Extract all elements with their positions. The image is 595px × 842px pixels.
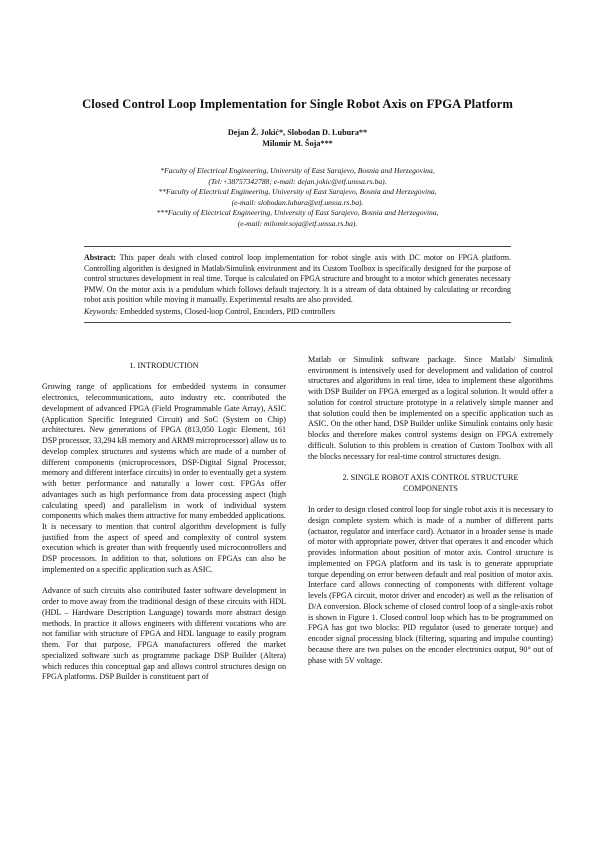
affiliation-line: ***Faculty of Electrical Engineering, University of East Sarajevo, Bosnia and Herzegovina,: [156, 208, 439, 218]
section-2-heading-line-1: 2. SINGLE ROBOT AXIS CONTROL STRUCTURE: [342, 473, 519, 483]
abstract-label: Abstract:: [84, 253, 116, 262]
keywords-paragraph: [84, 307, 511, 318]
paper-title: Closed Control Loop Implementation for Single Robot Axis on FPGA Platform: [82, 97, 513, 111]
affiliation-line: (e-mail: slobodan.lubura@etf.unssa.rs.ba).: [231, 197, 364, 207]
keywords-label: Keywords:: [84, 306, 118, 316]
authors-line-1: Dejan Ž. Jokić*, Slobodan D. Lubura**: [227, 128, 368, 137]
affiliation-line: (e-mail: milomir.soja@etf.unssa.rs.ba).: [237, 218, 358, 228]
keywords-text: Embedded systems, Closed-loop Control, Encoders, PID controllers: [119, 306, 335, 316]
authors-line-2: Milomir M. Šoja***: [262, 139, 333, 148]
author-list: [40, 127, 555, 149]
abstract-text: This paper deals with closed control loop implementation for robot single axis with DC motor on FPGA platform. Controlling algorithm is designed in Matlab/Simulink environment and its Custom Toolbox is specifically designed for the purpose of control structures development in real time. Torque is calculated on FPGA structure and brought to a motor which generates necessary PMW. On the motor axis is a pendulum which follows default trajectory. It is a stream of data obtained by calculating or recording robot axis position while moving it manually. Experimental results are also provided.: [84, 253, 511, 305]
section-2-paragraph: In order to design closed control loop for single robot axis it is necessary to design complete system which is made of a number of different parts (actuator, regulator and interface card). Actuator in a broader sense is made of motor with appropriate power, driver that operates it and encoder which provides information about position of motor axis. Control structure is implemented on FPGA platform and its task is to generate appropriate torque depending on error between default and real position of motor axis. Interface card allows connecting of components with different voltage levels (FPGA circuit, motor driver and encoder) as well as the relisation of D/A conversion. Block scheme of closed control loop of a single-axis robot is shown in Figure 1. Closed control loop which has to be programmed on FPGA has got two blocks: PID regulator (used to generate torque) and encoder signal processing block (filtering, squaring and impulse counting) because there are two pulses on the encoder electronics output, 90° out of phase with 5V voltage.: [308, 505, 553, 665]
abstract-block: [84, 246, 511, 323]
right-column: [308, 355, 553, 666]
affiliation-line: **Faculty of Electrical Engineering, University of East Sarajevo, Bosnia and Herzegovina,: [158, 187, 437, 197]
affiliation-line: *Faculty of Electrical Engineering, University of East Sarajevo, Bosnia and Herzegovina,: [160, 166, 435, 175]
affiliation-line: (Tel:+38757342788; e-mail: dejan.jokic@etf.unssa.rs.ba).: [208, 176, 387, 186]
intro-paragraph-2: Advance of such circuits also contributed faster software development in order to move away from the traditional design of these circuits with HDL (HDL – Hardware Description Language) towards more abstract design methods. In practice it allows engineers with different vocations who are not familiar with structure of FPGA and HDL language to easily program them. For that purpose, FPGA manufacturers offered the market specialized software such as programme package DSP Builder (Altera) which reduces this conceptual gap and allows control structures design on FPGA platforms. DSP Builder is constituent part of: [42, 586, 286, 682]
affiliations: [40, 166, 555, 230]
section-1-heading: 1. INTRODUCTION: [129, 361, 199, 370]
left-column: [42, 361, 286, 683]
section-2-heading-line-2: COMPONENTS: [403, 483, 458, 493]
intro-paragraph-3: Matlab or Simulink software package. Since Matlab/ Simulink environment is intensively used for development and validation of control structures and algorithms in real time, idea to implement these algorithms with DSP Builder on FPGA emerged as a logical solution. It would offer a solution for control structure prototype in a relatively simple manner and that solution could then be implemented on a specific application such as ASIC. On the other hand, DSP Builder unlike Simulink contains only basic blocks and therefore makes control systems design on FPGA extremely difficult. Solution to this problem is creation of Custom Toolbox with all the blocks necessary for real-time control structures design.: [308, 355, 553, 461]
intro-paragraph-1: Growing range of applications for embedded systems in consumer electronics, telecommunications, auto industry etc. contributed the development of advanced FPGA (Field Programmable Gate Array), ASIC (Application Specific Integrated Circuit) and SoC (System on Chip) architectures. New generations of FPGA (813,050 Logic Element, 161 DSP processor, 33,294 kB memory and ARM9 microprocessor) allow us to develop complex structures and systems which are made of a number of different components (microprocessors, DSP-Digital Signal Processor, memory and different interface circuits) in order to eventually get a system with better performance and naturally a lower cost. FPGAs offer advantages such as high performance from data processing aspect (high calculating speed) and parallelism in work of individual system components which makes them attractive for many embedded applications. It is necessary to mention that control algorithm development is fully justified from the aspect of speed and complexity of control system execution which is greater than with frequently used microcontrollers and DSP processors. In addition to that, solutions on FPGAs can also be implemented on a specific application such as ASIC.: [42, 382, 286, 574]
abstract-paragraph: [84, 253, 511, 306]
